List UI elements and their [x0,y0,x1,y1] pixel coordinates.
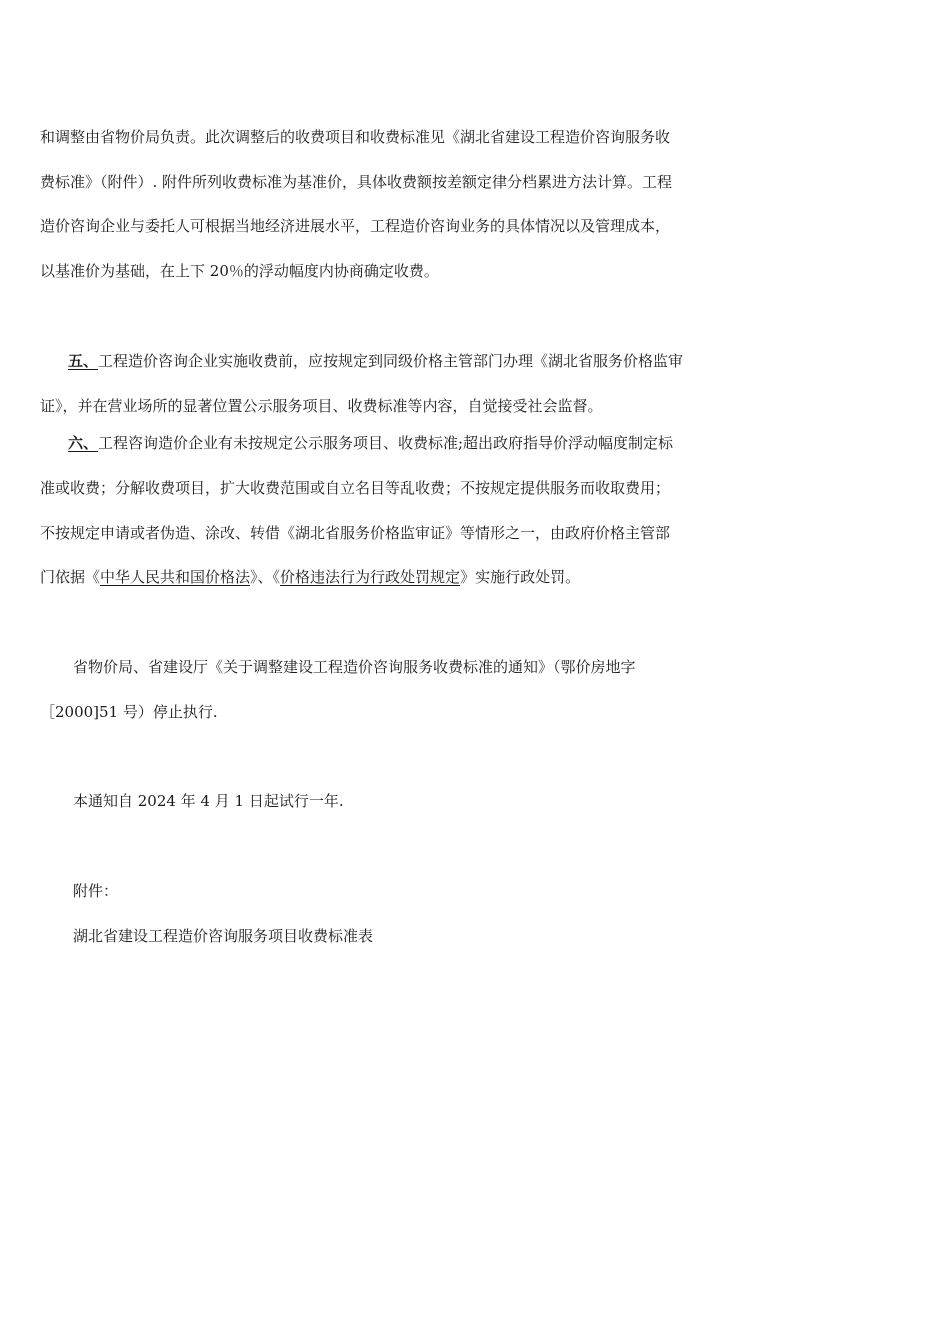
paragraph-5-line-1 [40,351,683,371]
paragraph-5-text: 工程造价咨询企业实施收费前，应按规定到同级价格主管部门办理《湖北省服务价格监审 [98,352,684,370]
paragraph-6-line-2: 准或收费；分解收费项目，扩大收费范围或自立名目等乱收费；不按规定提供服务而收取费用； [40,479,671,497]
section-6-label: 六、 [67,434,98,452]
penalty-rules-link[interactable]: 价格违法行为行政处罚规定 [280,568,461,586]
line-text: 》、《 [250,568,281,586]
paragraph-7-line-1: 省物价局、省建设厅《关于调整建设工程造价咨询服务收费标准的通知》（鄂价房地字 [73,658,636,676]
paragraph-8-line-1: 本通知自 2024 年 4 月 1 日起试行一年. [73,792,344,810]
paragraph-4-line-4: 以基准价为基础，在上下 20％的浮动幅度内协商确定收费。 [40,262,439,280]
paragraph-4-line-3: 造价咨询企业与委托人可根据当地经济进展水平，工程造价咨询业务的具体情况以及管理成本， [40,217,671,235]
paragraph-6-line-3: 不按规定申请或者伪造、涂改、转借《湖北省服务价格监审证》等情形之一，由政府价格主管部 [40,524,671,542]
line-text: 》实施行政处罚。 [460,568,581,586]
paragraph-5-line-2: 证》，并在营业场所的显著位置公示服务项目、收费标准等内容，自觉接受社会监督。 [40,397,603,415]
paragraph-4-line-1: 和调整由省物价局负责。此次调整后的收费项目和收费标准见《湖北省建设工程造价咨询服务收 [40,128,671,146]
line-text: 门依据《 [40,568,101,586]
paragraph-6-line-1 [40,433,673,453]
section-5-label: 五、 [67,352,98,370]
paragraph-7-line-2: ［2000]51 号）停止执行. [40,703,218,721]
attachment-title: 湖北省建设工程造价咨询服务项目收费标准表 [73,927,374,945]
price-law-link[interactable]: 中华人民共和国价格法 [100,568,251,586]
attachment-label: 附件： [73,882,119,900]
paragraph-4-line-2: 费标准》（附件）. 附件所列收费标准为基准价，具体收费额按差额定律分档累进方法计算。工程 [40,173,673,191]
paragraph-6-line-4 [40,567,580,587]
paragraph-6-text: 工程咨询造价企业有未按规定公示服务项目、收费标准;超出政府指导价浮动幅度制定标 [98,434,674,452]
